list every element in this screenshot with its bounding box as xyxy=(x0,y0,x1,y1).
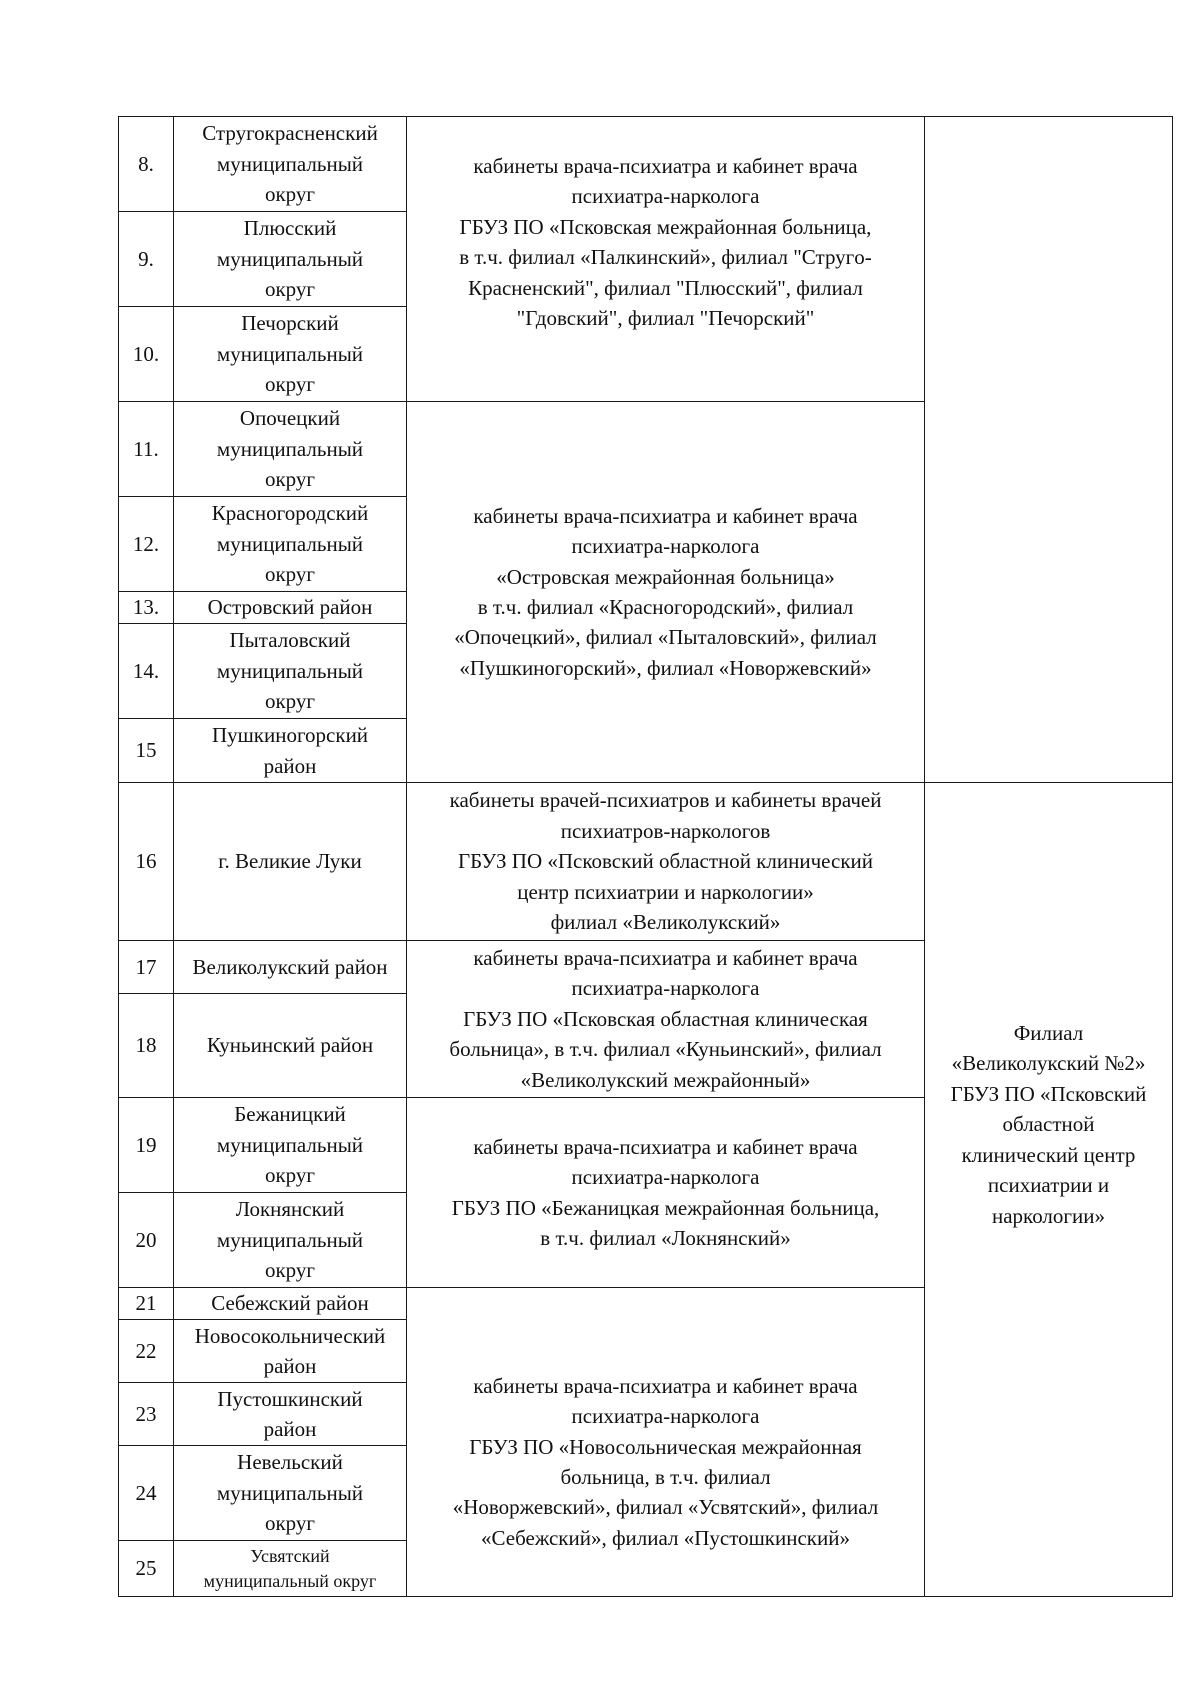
row-number: 23 xyxy=(119,1383,174,1446)
district-cell: Стругокрасненский муниципальный округ xyxy=(174,117,407,212)
table-row xyxy=(119,783,1173,941)
district-cell: Куньинский район xyxy=(174,994,407,1098)
district-cell: Пушкиногорский район xyxy=(174,719,407,783)
row-number: 11. xyxy=(119,402,174,497)
row-number: 14. xyxy=(119,624,174,719)
row-number: 21 xyxy=(119,1288,174,1320)
row-number: 25 xyxy=(119,1541,174,1597)
facility-cell: кабинеты врача-психиатра и кабинет врача психиатра-нарколога ГБУЗ ПО «Псковская областная клиническая больница», в т.ч. филиал «Куньинский», филиал «Великолукский межрайонный» xyxy=(407,941,925,1098)
district-cell: Себежский район xyxy=(174,1288,407,1320)
row-number: 20 xyxy=(119,1193,174,1288)
facility-cell: кабинеты врача-психиатра и кабинет врача психиатра-нарколога ГБУЗ ПО «Псковская межрайонная больница, в т.ч. филиал «Палкинский», филиал "Стругo- Красненский", филиал "Плюсский", филиал "Гдовский", филиал "Печорский" xyxy=(407,117,925,402)
row-number: 9. xyxy=(119,212,174,307)
row-number: 24 xyxy=(119,1446,174,1541)
district-cell: Опочецкий муниципальный округ xyxy=(174,402,407,497)
district-cell: Усвятский муниципальный округ xyxy=(174,1541,407,1597)
row-number: 19 xyxy=(119,1098,174,1193)
table-row xyxy=(119,117,1173,212)
district-cell: Локнянский муниципальный округ xyxy=(174,1193,407,1288)
district-cell: г. Великие Луки xyxy=(174,783,407,941)
district-cell: Невельский муниципальный округ xyxy=(174,1446,407,1541)
row-number: 22 xyxy=(119,1320,174,1383)
district-cell: Пыталовский муниципальный округ xyxy=(174,624,407,719)
row-number: 10. xyxy=(119,307,174,402)
district-cell: Печорский муниципальный округ xyxy=(174,307,407,402)
district-cell: Островский район xyxy=(174,592,407,624)
district-cell: Плюсский муниципальный округ xyxy=(174,212,407,307)
distribution-table xyxy=(118,116,1173,1597)
facility-cell: кабинеты врачей-психиатров и кабинеты врачей психиатров-наркологов ГБУЗ ПО «Псковский областной клинический центр психиатрии и наркологии» филиал «Великолукский» xyxy=(407,783,925,941)
facility-cell: кабинеты врача-психиатра и кабинет врача психиатра-нарколога ГБУЗ ПО «Новосольническая межрайонная больница, в т.ч. филиал «Новоржевский», филиал «Усвятский», филиал «Себежский», филиал «Пустошкинский» xyxy=(407,1288,925,1597)
row-number: 12. xyxy=(119,497,174,592)
district-cell: Бежаницкий муниципальный округ xyxy=(174,1098,407,1193)
facility-cell: кабинеты врача-психиатра и кабинет врача психиатра-нарколога «Островская межрайонная больница» в т.ч. филиал «Красногородский», филиал «Опочецкий», филиал «Пыталовский», филиал «Пушкиногорский», филиал «Новоржевский» xyxy=(407,402,925,783)
district-cell: Красногородский муниципальный округ xyxy=(174,497,407,592)
district-cell: Пустошкинский район xyxy=(174,1383,407,1446)
branch-cell-empty xyxy=(925,117,1173,783)
row-number: 8. xyxy=(119,117,174,212)
row-number: 15 xyxy=(119,719,174,783)
row-number: 13. xyxy=(119,592,174,624)
branch-cell: Филиал «Великолукский №2» ГБУЗ ПО «Псковский областной клинический центр психиатрии и наркологии» xyxy=(925,783,1173,1597)
row-number: 18 xyxy=(119,994,174,1098)
facility-cell: кабинеты врача-психиатра и кабинет врача психиатра-нарколога ГБУЗ ПО «Бежаницкая межрайонная больница, в т.ч. филиал «Локнянский» xyxy=(407,1098,925,1288)
row-number: 16 xyxy=(119,783,174,941)
district-cell: Великолукский район xyxy=(174,941,407,994)
district-cell: Новосокольнический район xyxy=(174,1320,407,1383)
row-number: 17 xyxy=(119,941,174,994)
